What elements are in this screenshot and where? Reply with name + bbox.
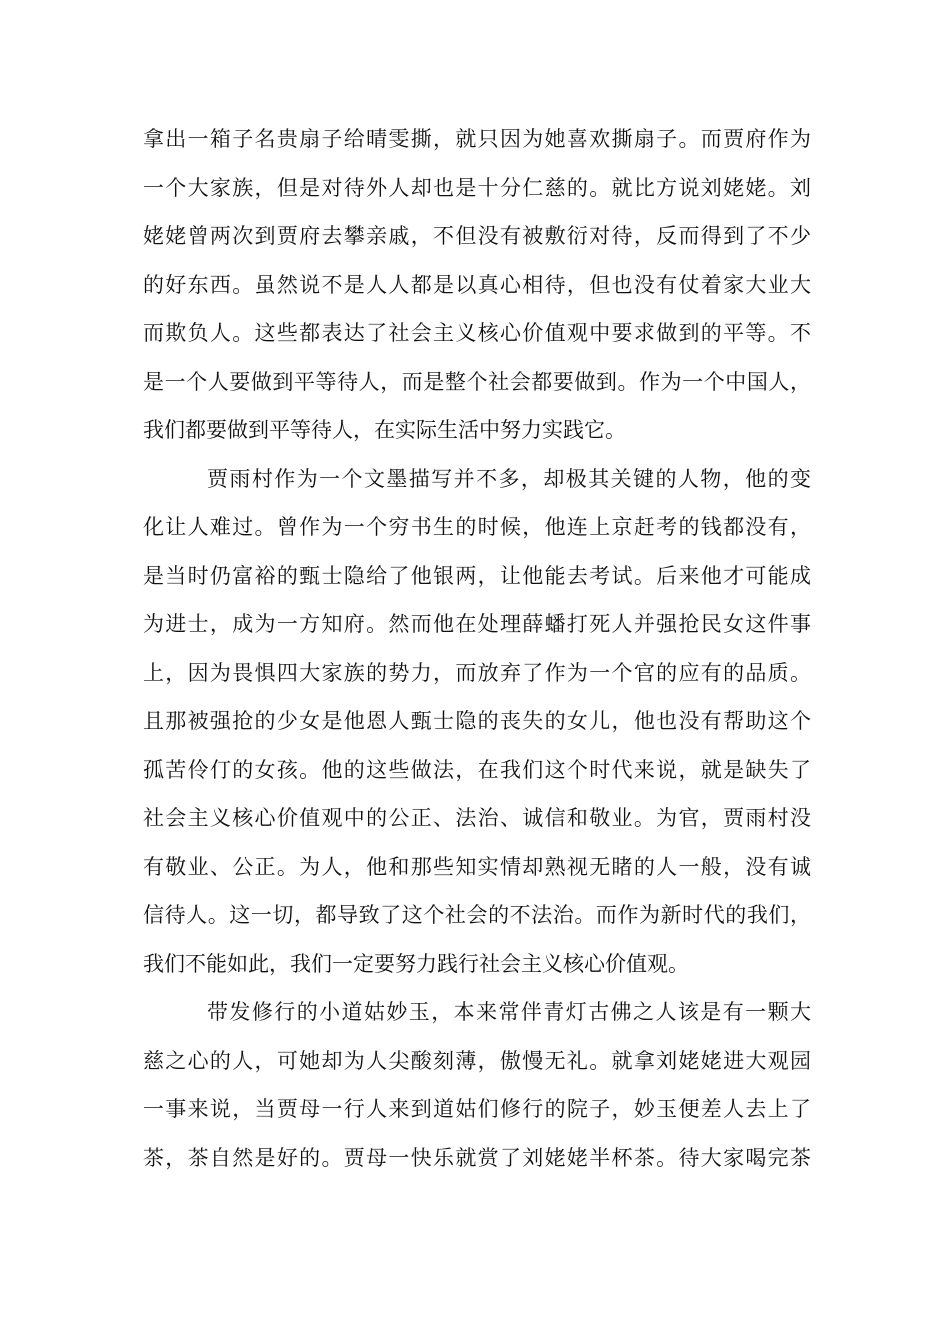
text-line: 为进士，成为一方知府。然而他在处理薛蟠打死人并强抢民女这件事 — [143, 612, 811, 636]
text-line: 我们不能如此，我们一定要努力践行社会主义核心价值观。 — [143, 951, 689, 976]
text-line: 带发修行的小道姑妙玉，本来常伴青灯古佛之人该是有一颗大 — [207, 1000, 811, 1024]
text-line: 姥姥曾两次到贾府去攀亲戚，不但没有被敷衍对待，反而得到了不少 — [143, 224, 811, 248]
text-line: 一事来说，当贾母一行人来到道姑们修行的院子，妙玉便差人去上了 — [143, 1097, 811, 1121]
text-line: 上，因为畏惧四大家族的势力，而放弃了作为一个官的应有的品质。 — [143, 660, 811, 685]
text-line: 孤苦伶仃的女孩。他的这些做法，在我们这个时代来说，就是缺失了 — [143, 757, 811, 782]
text-line: 的好东西。虽然说不是人人都是以真心相待，但也没有仗着家大业大 — [143, 272, 811, 297]
text-line: 且那被强抢的少女是他恩人甄士隐的丧失的女儿，他也没有帮助这个 — [143, 709, 811, 733]
text-line: 茶，茶自然是好的。贾母一快乐就赏了刘姥姥半杯茶。待大家喝完茶 — [143, 1145, 811, 1170]
text-line: 是一个人要做到平等待人，而是整个社会都要做到。作为一个中国人， — [143, 369, 811, 394]
text-line: 贾雨村作为一个文墨描写并不多，却极其关键的人物，他的变 — [207, 466, 811, 491]
text-line: 是当时仍富裕的甄士隐给了他银两，让他能去考试。后来他才可能成 — [143, 563, 811, 588]
text-line: 慈之心的人，可她却为人尖酸刻薄，傲慢无礼。就拿刘姥姥进大观园 — [143, 1048, 811, 1073]
text-line: 社会主义核心价值观中的公正、法治、诚信和敬业。为官，贾雨村没 — [143, 806, 811, 830]
text-line: 我们都要做到平等待人，在实际生活中努力实践它。 — [143, 418, 626, 442]
text-line: 拿出一箱子名贵扇子给晴雯撕，就只因为她喜欢撕扇子。而贾府作为 — [143, 127, 811, 151]
text-line: 化让人难过。曾作为一个穷书生的时候，他连上京赶考的钱都没有， — [143, 515, 811, 539]
body-text — [143, 115, 811, 1182]
text-line: 有敬业、公正。为人，他和那些知实情却熟视无睹的人一般，没有诚 — [143, 854, 811, 879]
text-line: 信待人。这一切，都导致了这个社会的不法治。而作为新时代的我们， — [143, 903, 811, 927]
text-line: 一个大家族，但是对待外人却也是十分仁慈的。就比方说刘姥姥。刘 — [143, 175, 811, 200]
text-line: 而欺负人。这些都表达了社会主义核心价值观中要求做到的平等。不 — [143, 321, 811, 345]
